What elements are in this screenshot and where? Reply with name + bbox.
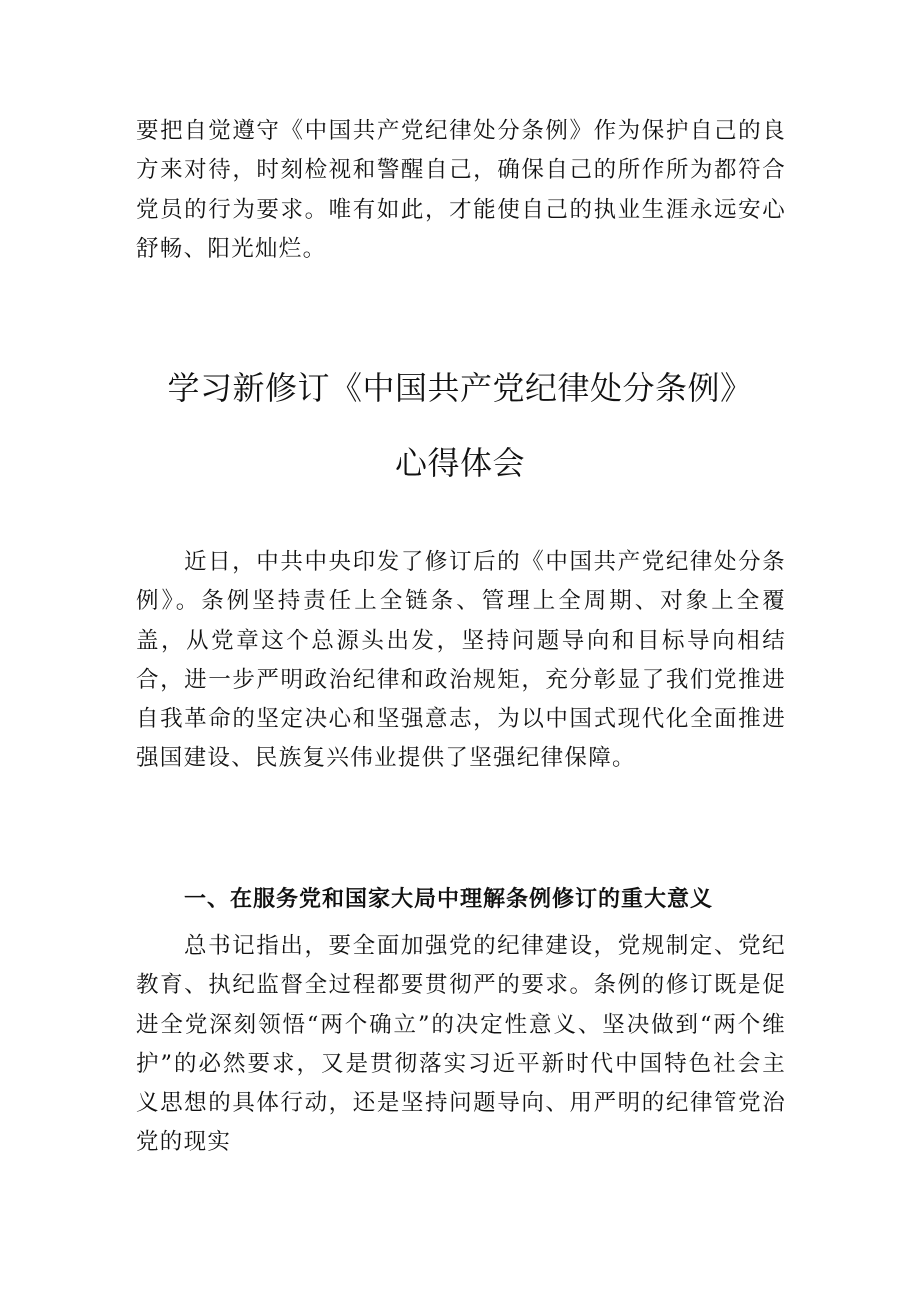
paragraph-intro: 近日，中共中央印发了修订后的《中国共产党纪律处分条例》。条例坚持责任上全链条、管理上全周期、对象上全覆盖，从党章这个总源头出发，坚持问题导向和目标导向相结合，进一步严明政治纪律和政治规矩，充分彰显了我们党推进自我革命的坚定决心和坚强意志，为以中国式现代化全面推进强国建设、民族复兴伟业提供了坚强纪律保障。 [136, 549, 786, 772]
paragraph-top: 要把自觉遵守《中国共产党纪律处分条例》作为保护自己的良方来对待，时刻检视和警醒自己，确保自己的所作所为都符合党员的行为要求。唯有如此，才能使自己的执业生涯永远安心舒畅、阳光灿烂。 [136, 118, 786, 262]
paragraph-section-1: 总书记指出，要全面加强党的纪律建设，党规制定、党纪教育、执纪监督全过程都要贯彻严的要求。条例的修订既是促进全党深刻领悟“两个确立”的决定性意义、坚决做到“两个维护”的必然要求，又是贯彻落实习近平新时代中国特色社会主义思想的具体行动，还是坚持问题导向、用严明的纪律管党治党的现实 [136, 933, 786, 1156]
document-subtitle: 心得体会 [394, 444, 525, 482]
section-heading-1: 一、在服务党和国家大局中理解条例修订的重大意义 [184, 886, 714, 912]
document-title: 学习新修订《中国共产党纪律处分条例》 [167, 369, 753, 407]
